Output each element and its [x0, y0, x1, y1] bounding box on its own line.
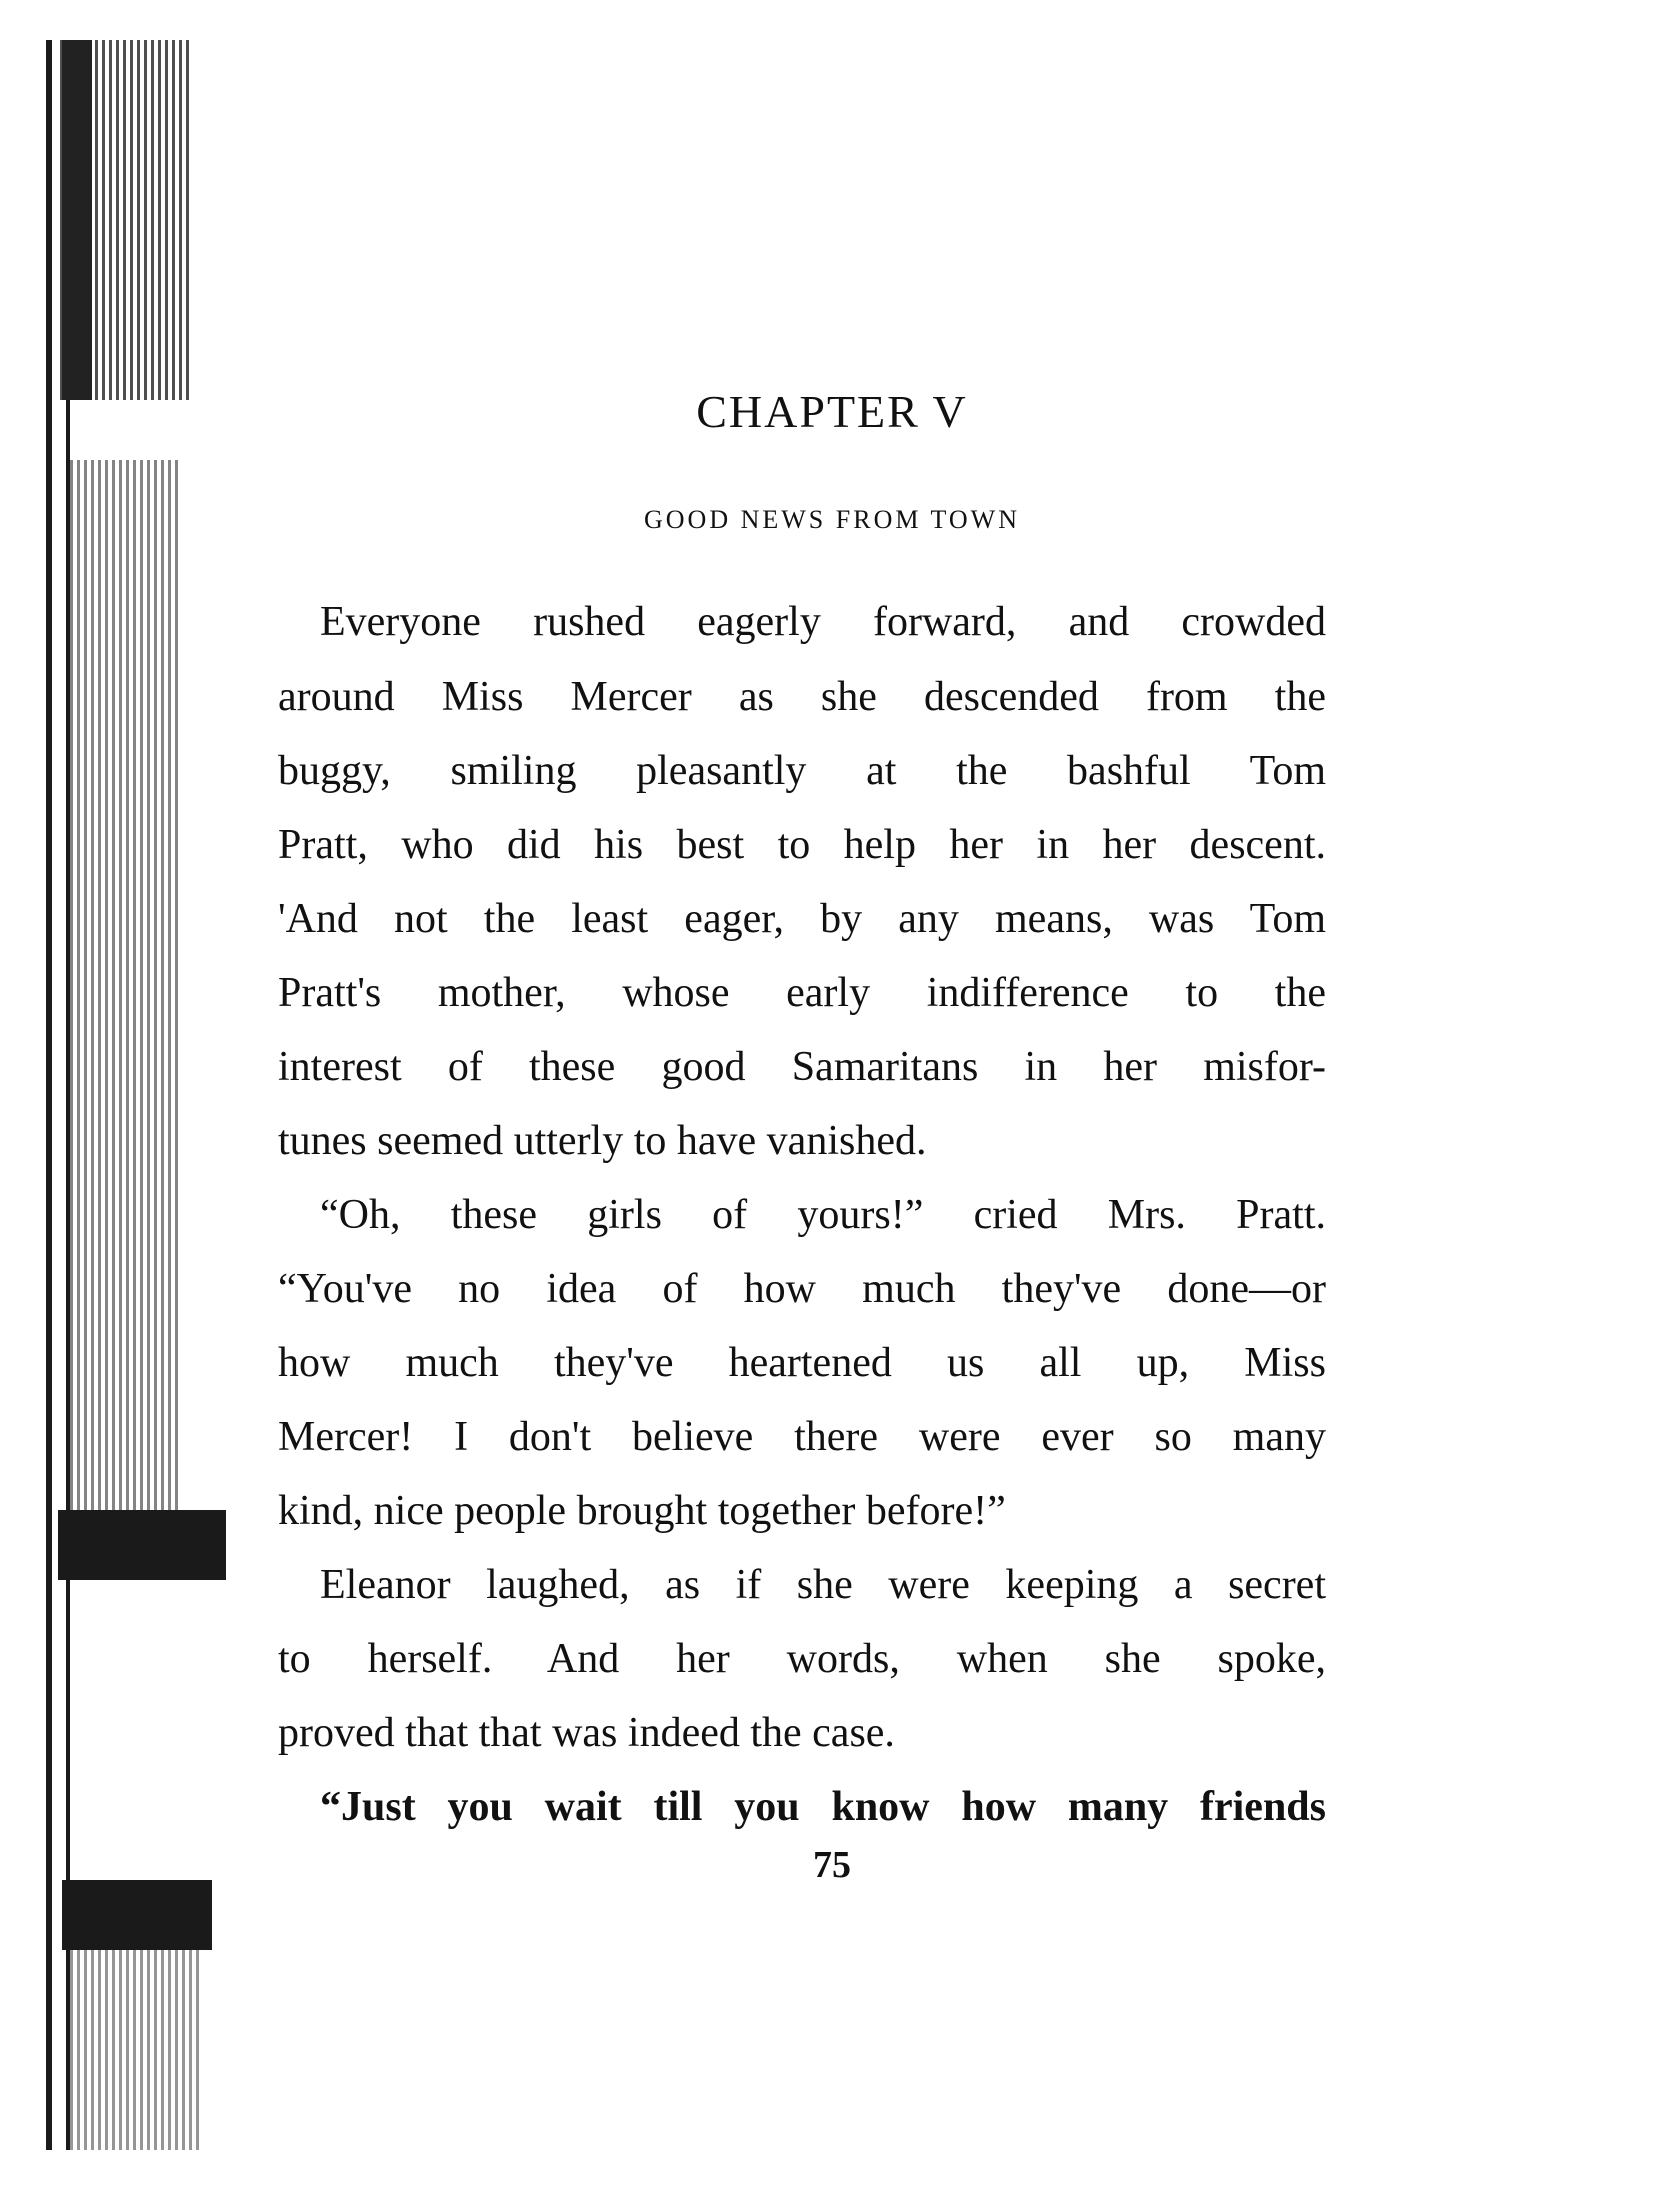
- text-line: interest of these good Samaritans in her misfor-: [278, 1044, 1326, 1090]
- text-line: to herself. And her words, when she spoke,: [278, 1636, 1326, 1682]
- text-line: “Just you wait till you know how many friends: [320, 1784, 1326, 1830]
- scan-binding-edge: [40, 40, 240, 2150]
- text-line: 'And not the least eager, by any means, was Tom: [278, 896, 1326, 942]
- text-line: around Miss Mercer as she descended from the: [278, 674, 1326, 720]
- text-line: tunes seemed utterly to have vanished.: [278, 1118, 927, 1164]
- text-line: how much they've heartened us all up, Miss: [278, 1340, 1326, 1386]
- chapter-title: CHAPTER V: [696, 386, 968, 437]
- text-line: Pratt's mother, whose early indifference to the: [278, 970, 1326, 1016]
- text-line: proved that that was indeed the case.: [278, 1710, 895, 1756]
- chapter-subtitle: GOOD NEWS FROM TOWN: [644, 505, 1020, 534]
- text-line: Mercer! I don't believe there were ever so many: [278, 1414, 1326, 1460]
- text-line: kind, nice people brought together before!”: [278, 1488, 1006, 1534]
- text-line: “You've no idea of how much they've done—or: [278, 1266, 1326, 1312]
- text-line: Eleanor laughed, as if she were keeping a secret: [320, 1562, 1326, 1608]
- text-line: buggy, smiling pleasantly at the bashful Tom: [278, 748, 1326, 794]
- text-line: Everyone rushed eagerly forward, and crowded: [320, 599, 1326, 645]
- book-page: [278, 0, 1326, 2190]
- page-number: 75: [813, 1844, 851, 1886]
- text-line: Pratt, who did his best to help her in her descent.: [278, 822, 1326, 868]
- text-line: “Oh, these girls of yours!” cried Mrs. Pratt.: [320, 1192, 1326, 1238]
